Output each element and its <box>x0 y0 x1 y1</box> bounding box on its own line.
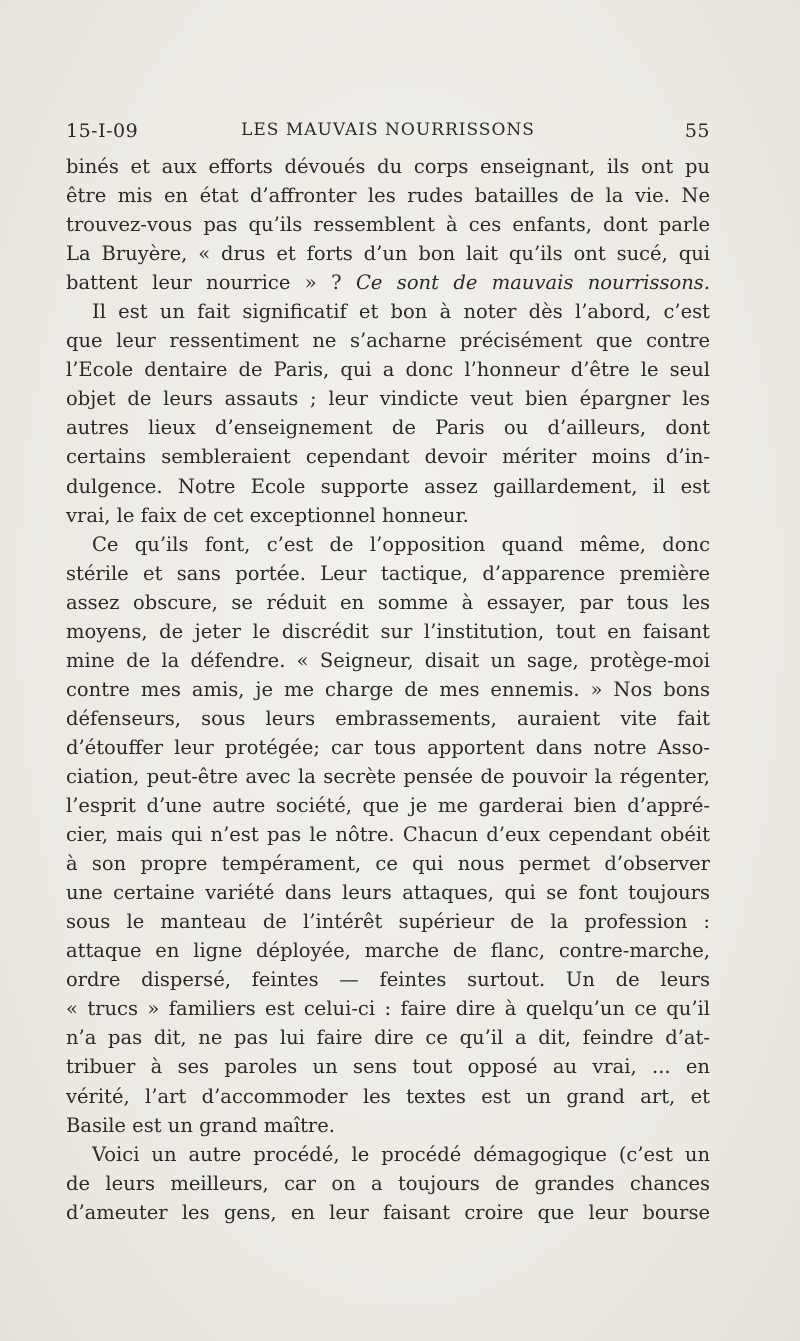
text-line <box>66 965 710 994</box>
text-line <box>66 849 710 878</box>
text-line-content: défenseurs, sous leurs embrassements, auraient vite fait <box>66 706 710 730</box>
text-line <box>66 762 710 791</box>
text-line <box>66 501 710 530</box>
text-line <box>66 936 710 965</box>
text-line-content: battent leur nourrice » ? <box>66 271 342 295</box>
text-line-content: d’ameuter les gens, en leur faisant croire que leur bourse <box>66 1200 710 1224</box>
text-line <box>66 442 710 471</box>
text-line-content: de leurs meilleurs, car on a toujours de grandes chances <box>66 1171 710 1195</box>
text-line-content: vrai, le faix de cet exceptionnel honneur. <box>66 503 469 527</box>
header-title: LES MAUVAIS NOURRISSONS <box>241 120 535 140</box>
text-line <box>66 210 710 239</box>
text-line <box>66 675 710 704</box>
text-line-content: cier, mais qui n’est pas le nôtre. Chacun d’eux cependant obéit <box>66 823 710 847</box>
text-line-content: mine de la défendre. « Seigneur, disait un sage, protège-moi <box>66 648 710 672</box>
text-line-content: l’esprit d’une autre société, que je me garderai bien d’appré- <box>66 794 710 818</box>
text-line-content: à son propre tempérament, ce qui nous permet d’observer <box>66 852 710 876</box>
text-line-content: autres lieux d’enseignement de Paris ou d’ailleurs, dont <box>66 416 710 440</box>
text-line-content: une certaine variété dans leurs attaques, qui se font toujours <box>66 881 710 905</box>
text-line-content: contre mes amis, je me charge de mes ennemis. » Nos bons <box>66 677 710 701</box>
page-body-text <box>66 152 710 1227</box>
text-line-content: objet de leurs assauts ; leur vindicte veut bien épargner les <box>66 387 710 411</box>
text-line-content: ordre dispersé, feintes — feintes surtout. Un de leurs <box>66 968 710 992</box>
text-line <box>66 907 710 936</box>
text-line <box>66 472 710 501</box>
text-line <box>66 239 710 268</box>
text-line-content: que leur ressentiment ne s’acharne précisément que contre <box>66 329 710 353</box>
text-line <box>66 1198 710 1227</box>
text-line <box>66 1052 710 1081</box>
header-date: 15-I-09 <box>66 120 139 142</box>
text-line <box>66 646 710 675</box>
text-line <box>66 1140 710 1169</box>
text-line-content: La Bruyère, « drus et forts d’un bon lait qu’ils ont sucé, qui <box>66 242 710 266</box>
text-line-content: binés et aux efforts dévoués du corps enseignant, ils ont pu <box>66 155 710 178</box>
text-line <box>66 413 710 442</box>
text-line <box>66 1023 710 1052</box>
text-line <box>66 994 710 1023</box>
text-line <box>66 588 710 617</box>
text-line <box>66 326 710 355</box>
text-line-content: vérité, l’art d’accommoder les textes est un grand art, et <box>66 1084 710 1108</box>
text-line <box>66 1082 710 1111</box>
text-line <box>66 268 710 297</box>
text-line-content: stérile et sans portée. Leur tactique, d’apparence première <box>66 561 710 585</box>
text-line-content: assez obscure, se réduit en somme à essayer, par tous les <box>66 590 710 614</box>
text-line <box>66 733 710 762</box>
text-line <box>66 617 710 646</box>
text-line-content: dulgence. Notre Ecole supporte assez gaillardement, il est <box>66 474 710 498</box>
page-number: 55 <box>684 120 710 142</box>
text-line <box>66 820 710 849</box>
running-header <box>66 120 710 148</box>
text-line-content: sous le manteau de l’intérêt supérieur de la profession : <box>66 910 710 934</box>
text-line <box>66 181 710 210</box>
text-line-content: certains sembleraient cependant devoir mériter moins d’in- <box>66 445 710 469</box>
text-line-content: ciation, peut-être avec la secrète pensée de pouvoir la régenter, <box>66 764 710 788</box>
text-line <box>66 1169 710 1198</box>
text-line <box>66 1111 710 1140</box>
text-line-content: moyens, de jeter le discrédit sur l’institution, tout en faisant <box>66 619 710 643</box>
text-line <box>66 791 710 820</box>
text-line-content: tribuer à ses paroles un sens tout opposé au vrai, ... en <box>66 1055 710 1079</box>
text-line-content: Il est un fait significatif et bon à noter dès l’abord, c’est <box>92 300 710 324</box>
text-line <box>66 559 710 588</box>
text-line-content: d’étouffer leur protégée; car tous apportent dans notre Asso- <box>66 735 710 759</box>
text-line-content: être mis en état d’affronter les rudes batailles de la vie. Ne <box>66 184 710 208</box>
italic-phrase: Ce sont de mauvais nourrissons. <box>355 271 710 295</box>
text-line-content: Basile est un grand maître. <box>66 1113 335 1137</box>
text-line <box>66 704 710 733</box>
text-line-content: attaque en ligne déployée, marche de flanc, contre-marche, <box>66 939 710 963</box>
text-line-content: l’Ecole dentaire de Paris, qui a donc l’honneur d’être le seul <box>66 358 710 382</box>
text-line <box>66 530 710 559</box>
text-line <box>66 878 710 907</box>
text-line <box>66 152 710 181</box>
text-line-content: Ce qu’ils font, c’est de l’opposition quand même, donc <box>92 532 710 556</box>
text-line <box>66 297 710 326</box>
text-line-content: Voici un autre procédé, le procédé démagogique (c’est un <box>92 1142 710 1166</box>
text-line <box>66 384 710 413</box>
text-line-content: « trucs » familiers est celui-ci : faire dire à quelqu’un ce qu’il <box>66 997 710 1021</box>
text-line <box>66 355 710 384</box>
text-line-content: n’a pas dit, ne pas lui faire dire ce qu’il a dit, feindre d’at- <box>66 1026 710 1050</box>
text-line-content: trouvez-vous pas qu’ils ressemblent à ces enfants, dont parle <box>66 213 710 237</box>
